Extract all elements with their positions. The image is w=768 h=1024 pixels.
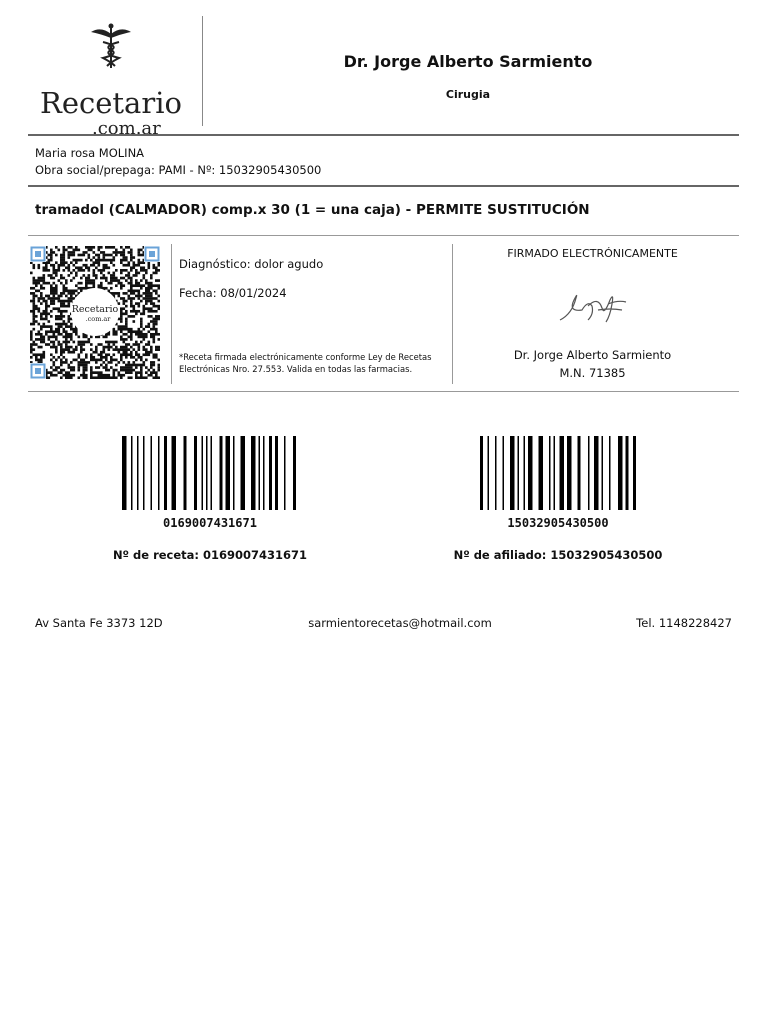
divider	[28, 185, 739, 187]
barcode-bar	[158, 436, 160, 510]
barcode-bar	[137, 436, 139, 510]
barcode-bar	[594, 436, 599, 510]
barcode-bar	[226, 436, 231, 510]
signature-status: FIRMADO ELECTRÓNICAMENTE	[507, 247, 678, 260]
barcode-bar	[284, 436, 286, 510]
barcode-bar	[588, 436, 590, 510]
signer-license: M.N. 71385	[559, 366, 626, 380]
logo-name: Recetario	[40, 86, 182, 120]
footer-address: Av Santa Fe 3373 12D	[35, 616, 163, 630]
barcode-bar	[259, 436, 261, 510]
barcode-number: 0169007431671	[163, 516, 257, 530]
prescription-number-label: Nº de receta: 0169007431671	[112, 548, 308, 562]
barcode-affiliate	[468, 436, 648, 530]
barcode-bar	[233, 436, 235, 510]
barcode-bar	[554, 436, 556, 510]
barcode-bar	[251, 436, 256, 510]
qr-logo-name: Recetario	[71, 304, 119, 315]
handwritten-signature	[558, 290, 628, 326]
barcode-bar	[241, 436, 246, 510]
barcode-bar	[131, 436, 133, 510]
barcode-bar	[567, 436, 572, 510]
patient-info	[35, 145, 321, 179]
header-divider	[202, 16, 203, 126]
barcode-bar	[263, 436, 265, 510]
barcode-bar	[560, 436, 565, 510]
barcode-bars	[110, 436, 310, 510]
barcode-bars	[468, 436, 648, 510]
barcode-bar	[602, 436, 604, 510]
barcode-bar	[143, 436, 145, 510]
barcode-bar	[633, 436, 636, 510]
footer-phone: Tel. 1148228427	[636, 616, 732, 630]
signer-name: Dr. Jorge Alberto Sarmiento	[513, 348, 672, 362]
barcode-bar	[151, 436, 153, 510]
barcode-bar	[549, 436, 551, 510]
barcode-bar	[524, 436, 526, 510]
affiliate-number-label: Nº de afiliado: 15032905430500	[453, 548, 663, 562]
doctor-name: Dr. Jorge Alberto Sarmiento	[343, 52, 593, 71]
legal-note: *Receta firmada electrónicamente conforme Ley de Recetas Electrónicas Nro. 27.553. Valida en todas las farmacias.	[179, 352, 432, 374]
barcode-bar	[220, 436, 223, 510]
barcode-prescription	[110, 436, 310, 530]
barcode-bar	[578, 436, 581, 510]
barcode-bar	[164, 436, 167, 510]
qr-logo-domain: .com.ar	[85, 315, 111, 323]
patient-insurance: Obra social/prepaga: PAMI - Nº: 15032905430500	[35, 163, 322, 177]
barcode-bar	[194, 436, 197, 510]
recetario-logo	[36, 20, 186, 139]
doctor-specialty: Cirugia	[445, 88, 491, 101]
barcode-bar	[510, 436, 515, 510]
barcode-bar	[626, 436, 629, 510]
barcode-bar	[293, 436, 296, 510]
barcode-bar	[528, 436, 533, 510]
barcode-bar	[495, 436, 497, 510]
barcode-number: 15032905430500	[507, 516, 609, 530]
diagnosis: Diagnóstico: dolor agudo	[179, 257, 324, 271]
section-divider	[171, 244, 172, 384]
barcode-bar	[275, 436, 278, 510]
barcode-bar	[184, 436, 187, 510]
barcode-bar	[202, 436, 204, 510]
barcode-bar	[269, 436, 272, 510]
qr-code	[30, 246, 160, 379]
logo-domain: .com.ar	[92, 118, 161, 139]
caduceus-icon	[88, 22, 134, 70]
patient-name: Maria rosa MOLINA	[35, 146, 145, 160]
divider	[28, 235, 739, 236]
barcode-bar	[122, 436, 127, 510]
medication-line: tramadol (CALMADOR) comp.x 30 (1 = una caja) - PERMITE SUSTITUCIÓN	[35, 202, 590, 218]
barcode-bar	[539, 436, 544, 510]
divider	[28, 134, 739, 136]
barcode-bar	[503, 436, 505, 510]
barcode-bar	[172, 436, 177, 510]
section-divider	[452, 244, 453, 384]
barcode-bar	[518, 436, 520, 510]
barcode-bar	[211, 436, 213, 510]
divider	[28, 391, 739, 392]
barcode-bar	[480, 436, 483, 510]
barcode-bar	[618, 436, 623, 510]
prescription-date: Fecha: 08/01/2024	[179, 286, 287, 300]
barcode-bar	[488, 436, 490, 510]
footer-email[interactable]: sarmientorecetas@hotmail.com	[308, 616, 492, 630]
barcode-bar	[609, 436, 611, 510]
barcode-bar	[206, 436, 208, 510]
